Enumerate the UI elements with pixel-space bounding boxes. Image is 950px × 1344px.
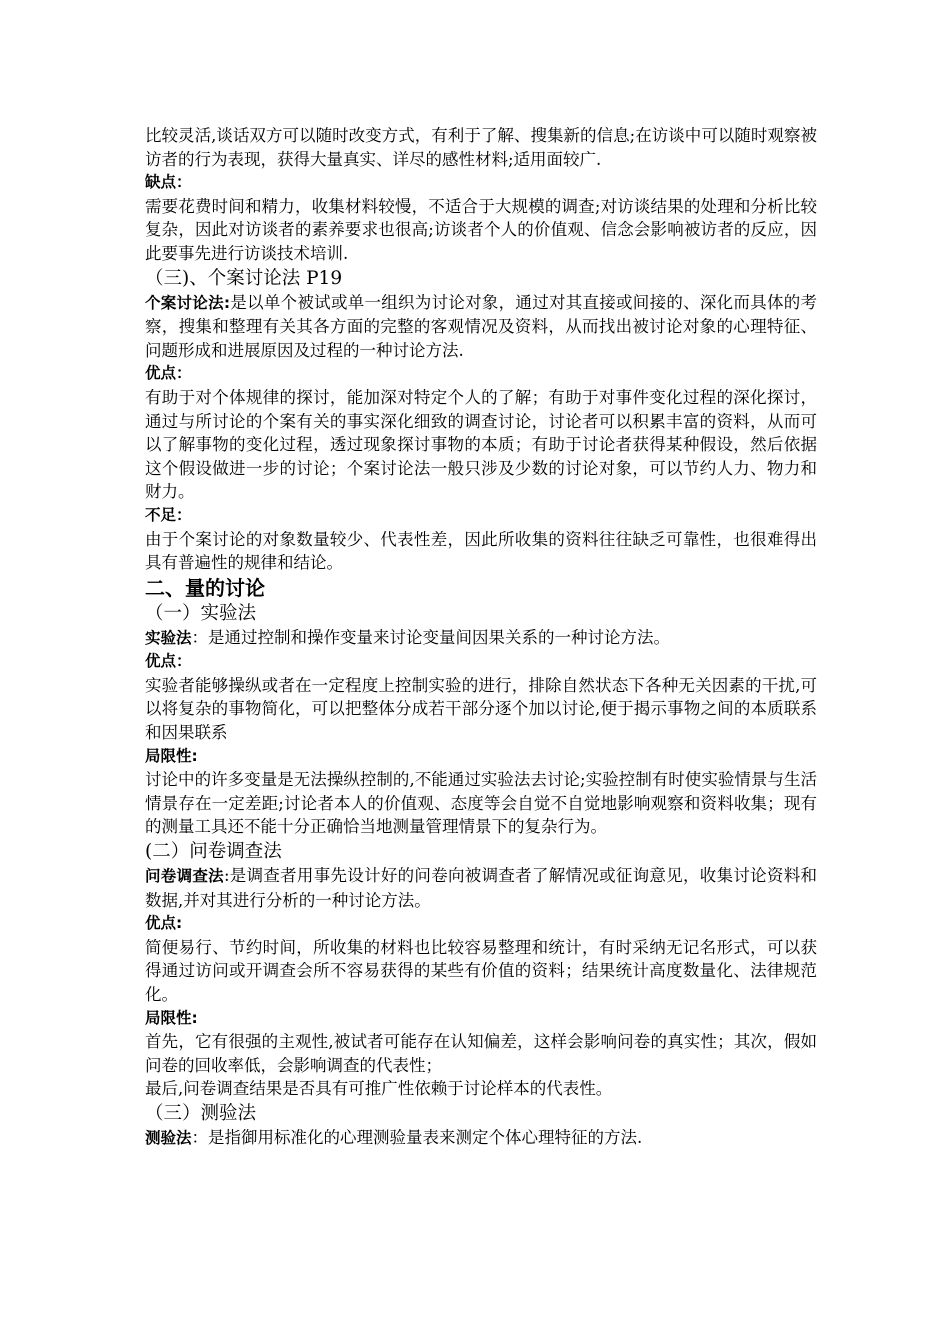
interview-disadvantages-text: 需要花费时间和精力，收集材料较慢，不适合于大规模的调查;对访谈结果的处理和分析比较复杂，因此对访谈者的素养要求也很高;访谈者个人的价值观、信念会影响被访者的反应，因此要事先进行访谈技术培训. bbox=[145, 196, 817, 263]
case-study-advantages-text: 有助于对个体规律的探讨，能加深对特定个人的了解；有助于对事件变化过程的深化探讨，通过与所讨论的个案有关的事实深化细致的调查讨论，讨论者可以积累丰富的资料，从而可以了解事物的变化过程，透过现象探讨事物的本质；有助于讨论者获得某种假设，然后依据这个假设做进一步的讨论；个案讨论法一般只涉及少数的讨论对象，可以节约人力、物力和财力。 bbox=[145, 387, 817, 502]
experiment-definition-text: ：是通过控制和操作变量来讨论变量间因果关系的一种讨论方法。 bbox=[191, 627, 671, 647]
case-study-definition-text: 是以单个被试或单一组织为讨论对象，通过对其直接或间接的、深化而具体的考察，搜集和整理有关其各方面的完整的客观情况及资料，从而找出被讨论对象的心理特征、问题形成和进展原因及过程的一种讨论方法. bbox=[145, 292, 818, 360]
experiment-limitations-text: 讨论中的许多变量是无法操纵控制的,不能通过实验法去讨论;实验控制有时使实验情景与生活情景存在一定差距;讨论者本人的价值观、态度等会自觉不自觉地影响观察和资料收集；现有的测量工具还不能十分正确恰当地测量管理情景下的复杂行为。 bbox=[145, 770, 817, 837]
questionnaire-term: 问卷调查法 bbox=[145, 867, 224, 886]
questionnaire-limitations-text-2: 最后,问卷调查结果是否具有可推广性依赖于讨论样本的代表性。 bbox=[145, 1079, 613, 1099]
experiment-definition bbox=[145, 626, 817, 651]
case-study-shortcomings-label: 不足： bbox=[145, 505, 192, 524]
questionnaire-advantages-text: 简便易行、节约时间，所收集的材料也比较容易整理和统计，有时采纳无记名形式，可以获得通过访问或开调查会所不容易获得的某些有价值的资料；结果统计高度数量化、法律规范化。 bbox=[145, 937, 817, 1004]
questionnaire-heading: (二）问卷调查法 bbox=[145, 841, 282, 863]
case-study-advantages-label: 优点： bbox=[145, 364, 192, 383]
test-method-heading: （三）测验法 bbox=[145, 1102, 257, 1124]
questionnaire-advantages-label: 优点: bbox=[145, 914, 183, 933]
test-method-definition bbox=[145, 1126, 817, 1151]
experiment-advantages-label: 优点： bbox=[145, 652, 192, 671]
case-study-heading: （三)、个案讨论法 P19 bbox=[145, 267, 343, 289]
quantitative-section-heading: 二、量的讨论 bbox=[145, 575, 265, 600]
questionnaire-limitations-label: 局限性: bbox=[145, 1008, 198, 1027]
experiment-heading: （一）实验法 bbox=[145, 602, 257, 624]
case-study-shortcomings-text: 由于个案讨论的对象数量较少、代表性差，因此所收集的资料往往缺乏可靠性，也很难得出具有普遍性的规律和结论。 bbox=[145, 529, 817, 573]
interview-disadvantages-label: 缺点： bbox=[145, 173, 192, 192]
case-study-term: 个案讨论法: bbox=[145, 293, 231, 312]
experiment-term: 实验法 bbox=[145, 628, 192, 647]
test-method-definition-text: ：是指御用标准化的心理测验量表来测定个体心理特征的方法. bbox=[191, 1127, 643, 1147]
interview-advantages-text: 比较灵活,谈话双方可以随时改变方式，有利于了解、搜集新的信息;在访谈中可以随时观察被访者的行为表现，获得大量真实、详尽的感性材料;适用面较广. bbox=[145, 126, 817, 169]
questionnaire-definition-text: :是调查者用事先设计好的问卷向被调查者了解情况或征询意见，收集讨论资料和数据,并对其进行分析的一种讨论方法。 bbox=[145, 866, 817, 910]
questionnaire-definition bbox=[145, 864, 817, 912]
experiment-limitations-label: 局限性: bbox=[145, 746, 198, 765]
case-study-definition bbox=[145, 291, 817, 363]
test-method-term: 测验法 bbox=[145, 1128, 192, 1147]
document-page bbox=[145, 124, 817, 1151]
questionnaire-limitations-text-1: 首先，它有很强的主观性,被试者可能存在认知偏差，这样会影响问卷的真实性；其次，假如问卷的回收率低，会影响调查的代表性； bbox=[145, 1032, 817, 1075]
experiment-advantages-text: 实验者能够操纵或者在一定程度上控制实验的进行，排除自然状态下各种无关因素的干扰,可以将复杂的事物简化，可以把整体分成若干部分逐个加以讨论,便于揭示事物之间的本质联系和因果联系 bbox=[145, 675, 817, 743]
